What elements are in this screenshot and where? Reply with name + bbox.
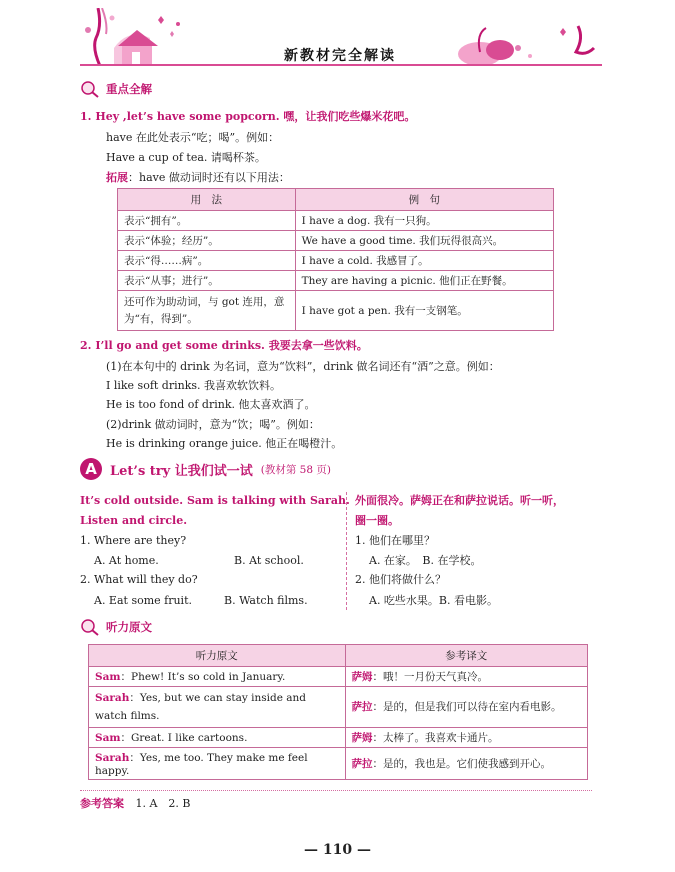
line-cn: 是的，但是我们可以待在室内看电影。 [383,701,562,713]
table-row [118,211,554,231]
answer-line [80,797,191,811]
lets-try-ref: (教材第 58 页) [260,463,331,476]
speaker-en: Sarah [95,752,130,764]
item2-line: He is too fond of drink. 他太喜欢酒了。 [106,398,316,411]
example-cell: I have got a pen. 我有一支钢笔。 [295,291,553,331]
item2-line: (2)drink 做动词时，意为“饮；喝”。例如： [106,418,320,431]
item1-line2: Have a cup of tea. 请喝杯茶。 [106,151,266,164]
lets-try-heading [80,458,331,480]
table-row: Sam：Phew! It’s so cold in January. 萨姆：哦！一月份天气真冷。 [89,667,588,687]
usage-cell: 表示“体验；经历”。 [118,231,296,251]
table-row [118,291,554,331]
example-cell: I have a dog. 我有一只狗。 [295,211,553,231]
q1-option-a-en: A. At home. [94,554,159,567]
speaker-cn: 萨姆 [351,671,373,683]
q2-option-a-en: A. Eat some fruit. [94,594,192,607]
usage-cell: 表示“得……病”。 [118,251,296,271]
q1-cn: 1. 他们在哪里？ [355,534,435,547]
q1-en: 1. Where are they? [80,534,187,547]
speaker-en: Sam [95,732,121,744]
item1-extension [106,171,290,185]
intro-cn-line: 外面很冷。萨姆正在和萨拉说话。听一听， [355,494,564,507]
speaker-cn: 萨姆 [351,732,373,744]
intro-en-line: It’s cold outside. Sam is talking with Sarah. [80,494,350,507]
q2-option-b-en: B. Watch films. [224,594,308,607]
example-cell: They are having a picnic. 他们正在野餐。 [295,271,553,291]
item1-line1: have 在此处表示“吃；喝”。例如： [106,131,280,144]
speaker-en: Sarah [95,692,130,704]
listening-table [88,644,588,780]
q2-cn: 2. 他们将做什么？ [355,573,446,586]
line-en: Great. I like cartoons. [131,732,248,744]
table-row [118,271,554,291]
key-points-label: 重点全解 [106,82,152,96]
intro-en-line: Listen and circle. [80,514,188,527]
speaker-cn: 萨拉 [351,758,373,770]
item2-line: (1)在本句中的 drink 为名词，意为“饮料”，drink 做名词还有“酒”之意。例如： [106,360,500,373]
q1-option-b-en: B. At school. [234,554,304,567]
translation-col-header: 参考译文 [345,645,587,667]
example-col-header: 例 句 [295,189,553,211]
q2-options-cn: A. 吃些水果。B. 看电影。 [369,594,499,607]
q2-en: 2. What will they do? [80,573,198,586]
line-en: Yes, but we can stay inside and watch films. [95,692,306,722]
usage-cell: 表示“拥有”。 [118,211,296,231]
dotted-rule [80,790,592,791]
script-col-header: 听力原文 [89,645,346,667]
key-points-heading [80,80,152,98]
usage-col-header: 用 法 [118,189,296,211]
line-en: Phew! It’s so cold in January. [131,671,286,683]
listening-heading [80,618,152,636]
item2-line: He is drinking orange juice. 他正在喝橙汁。 [106,437,343,450]
column-divider [346,492,347,610]
table-row [118,231,554,251]
have-usage-table [117,188,554,331]
header-title: 新教材完全解读 [284,48,396,64]
page-number: — 110 — [304,842,371,858]
section-badge: A [80,458,102,480]
table-row [118,251,554,271]
listening-label: 听力原文 [106,620,152,634]
extension-text: ：have 做动词时还有以下用法： [128,171,290,184]
usage-cell: 表示“从事；进行”。 [118,271,296,291]
item2-line: I like soft drinks. 我喜欢软饮料。 [106,379,282,392]
item2-title: 2. I’ll go and get some drinks. 我要去拿一些饮料。 [80,339,368,352]
line-cn: 哦！一月份天气真冷。 [383,671,489,683]
extension-label: 拓展 [106,171,128,184]
line-cn: 太棒了。我喜欢卡通片。 [383,732,499,744]
example-cell: We have a good time. 我们玩得很高兴。 [295,231,553,251]
table-row: Sarah：Yes, but we can stay inside and watch films. 萨拉：是的，但是我们可以待在室内看电影。 [89,687,588,728]
example-cell: I have a cold. 我感冒了。 [295,251,553,271]
answer-label: 参考答案 [80,797,124,810]
item1-title: 1. Hey ,let’s have some popcorn. 嘿，让我们吃些爆米花吧。 [80,110,416,123]
usage-cell: 还可作为助动词，与 got 连用，意为“有，得到”。 [118,291,296,331]
magnifier-icon [80,618,102,636]
speaker-en: Sam [95,671,121,683]
line-cn: 是的，我也是。它们使我感到开心。 [383,758,552,770]
q1-options-cn: A. 在家。 B. 在学校。 [369,554,482,567]
lets-try-title: Let’s try 让我们试一试 [110,463,253,479]
table-row: Sam：Great. I like cartoons. 萨姆：太棒了。我喜欢卡通片。 [89,728,588,748]
magnifier-icon [80,80,102,98]
table-row: Sarah：Yes, me too. They make me feel happy. 萨拉：是的，我也是。它们使我感到开心。 [89,748,588,780]
intro-cn-line: 圈一圈。 [355,514,399,527]
answer-text: 1. A 2. B [135,797,191,810]
line-en: Yes, me too. They make me feel happy. [95,752,308,777]
speaker-cn: 萨拉 [351,701,373,713]
